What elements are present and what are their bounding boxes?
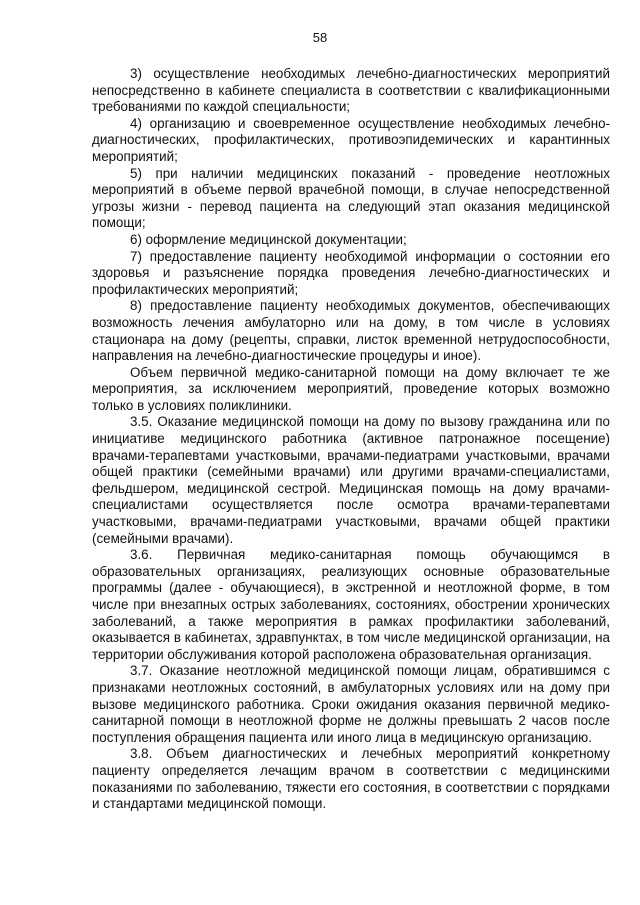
paragraph-item-6: 6) оформление медицинской документации; xyxy=(130,231,407,247)
paragraph-section-3-5: 3.5. Оказание медицинской помощи на дому по вызову гражданина или по инициативе медицинского работника (активное патронажное посещение) врачами-терапевтами участковыми, врачами-педиатрами участковыми, врачами общей практики (семейными врачами) или другими врачами-специалистами, фельдшером, медицинской сестрой. Медицинская помощь на дому врачами-специалистами осуществляется после осмотра врачами-терапевтами участковыми, врачами-педиатрами участковыми, врачами общей практики (семейными врачами). xyxy=(92,414,610,546)
paragraph-item-8: 8) предоставление пациенту необходимых документов, обеспечивающих возможность лечения амбулаторно или на дому, в том числе в условиях стационара на дому (рецепты, справки, листок временной нетрудоспособности, направления на лечебно-диагностические процедуры и иное). xyxy=(92,298,610,364)
page-number: 58 xyxy=(312,30,328,45)
paragraph-item-5: 5) при наличии медицинских показаний - проведение неотложных мероприятий в объеме первой врачебной помощи, в случае непосредственной угрозы жизни - перевод пациента на следующий этап оказания медицинской помощи; xyxy=(92,165,610,231)
paragraph-item-4: 4) организацию и своевременное осуществление необходимых лечебно-диагностических, профилактических, противоэпидемических и карантинных мероприятий; xyxy=(92,115,610,164)
paragraph-item-7: 7) предоставление пациенту необходимой информации о состоянии его здоровья и разъяснение порядка проведения лечебно-диагностических и профилактических мероприятий; xyxy=(92,248,610,297)
paragraph-section-3-8: 3.8. Объем диагностических и лечебных мероприятий конкретному пациенту определяется лечащим врачом в соответствии с медицинскими показаниями по заболеванию, тяжести его состояния, в соответствии с порядками и стандартами медицинской помощи. xyxy=(92,746,610,812)
document-body xyxy=(92,66,610,813)
paragraph-item-3: 3) осуществление необходимых лечебно-диагностических мероприятий непосредственно в кабинете специалиста в соответствии с квалификационными требованиями по каждой специальности; xyxy=(92,66,610,115)
paragraph-section-3-7: 3.7. Оказание неотложной медицинской помощи лицам, обратившимся с признаками неотложных состояний, в амбулаторных условиях или на дому при вызове медицинского работника. Сроки ожидания оказания первичной медико-санитарной помощи в неотложной форме не должны превышать 2 часов после поступления обращения пациента или иного лица в медицинскую организацию. xyxy=(92,663,610,745)
paragraph-section-3-6: 3.6. Первичная медико-санитарная помощь обучающимся в образовательных организациях, реализующих основные образовательные программы (далее - обучающиеся), в экстренной и неотложной форме, в том числе при внезапных острых заболеваниях, состояниях, обострении хронических заболеваний, а также мероприятия в рамках профилактики заболеваний, оказывается в кабинетах, здравпунктах, в том числе медицинской организации, на территории обслуживания которой расположена образовательная организация. xyxy=(92,547,610,662)
paragraph-home-care-scope: Объем первичной медико-санитарной помощи на дому включает те же мероприятия, за исключением мероприятий, проведение которых возможно только в условиях поликлиники. xyxy=(92,364,610,413)
